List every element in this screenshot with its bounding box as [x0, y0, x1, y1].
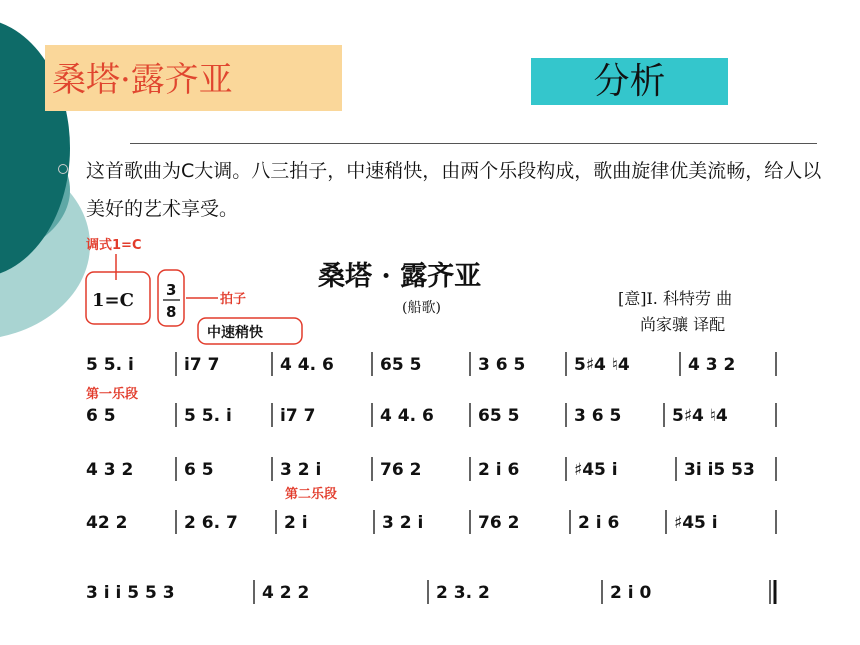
time-top: 3 [166, 281, 177, 299]
score-line-5 [86, 580, 775, 604]
intro-text: 这首歌曲为C大调。八三拍子，中速稍快，由两个乐段构成，歌曲旋律优美流畅，给人以美好的艺术享受。 [86, 160, 822, 220]
time-bottom: 8 [166, 303, 177, 321]
measure: 2 i 6 [578, 513, 620, 533]
measure: 76 2 [380, 460, 422, 480]
measure: 4 4. 6 [280, 355, 334, 375]
measure: 5 5. i [184, 406, 232, 426]
measure: 3 i i 5 5 3 [86, 583, 175, 603]
measure: 2 i 0 [610, 583, 652, 603]
measure: 3 6 5 [574, 406, 622, 426]
arranger: 尚家骧 译配 [640, 315, 726, 334]
measure: 4 4. 6 [380, 406, 434, 426]
measure: 3i i5 53 [684, 460, 755, 480]
measure: ♯45 i [574, 460, 618, 480]
slide-title: 桑塔·露齐亚 [52, 60, 233, 100]
section1-label: 第一乐段 [86, 387, 139, 402]
measure: 65 5 [478, 406, 520, 426]
measure: 3 6 5 [478, 355, 526, 375]
measure: 2 i 6 [478, 460, 520, 480]
measure: 5♯4 ♮4 [574, 355, 630, 375]
measure: ♯45 i [674, 513, 718, 533]
measure: 65 5 [380, 355, 422, 375]
key-signature: 1=C [92, 290, 134, 311]
measure: 76 2 [478, 513, 520, 533]
measure: 3 2 i [280, 460, 322, 480]
composer: [意]I. 科特劳 曲 [618, 289, 733, 308]
measure: 3 2 i [382, 513, 424, 533]
measure: 4 3 2 [688, 355, 736, 375]
measure: i7 7 [184, 355, 220, 375]
score-line-3 [86, 457, 776, 481]
measure: i7 7 [280, 406, 316, 426]
measure: 42 2 [86, 513, 128, 533]
score-subtitle: (船歌) [402, 300, 441, 316]
measure: 4 2 2 [262, 583, 310, 603]
section-label: 分析 [593, 61, 666, 102]
tempo-annotation: 中速稍快 [207, 325, 263, 341]
section2-label: 第二乐段 [285, 487, 338, 502]
measure: 2 i [284, 513, 308, 533]
score-line-1 [86, 352, 776, 376]
measure: 2 6. 7 [184, 513, 238, 533]
measure: 2 3. 2 [436, 583, 490, 603]
measure: 6 5 [86, 406, 116, 426]
measure: 5 5. i [86, 355, 134, 375]
measure: 6 5 [184, 460, 214, 480]
measure: 4 3 2 [86, 460, 134, 480]
score-title: 桑塔 · 露齐亚 [318, 261, 482, 292]
measure: 5♯4 ♮4 [672, 406, 728, 426]
score-line-4 [86, 510, 776, 534]
key-annotation: 调式1=C [86, 238, 142, 253]
score-line-2 [86, 403, 776, 427]
beat-annotation: 拍子 [220, 292, 247, 307]
